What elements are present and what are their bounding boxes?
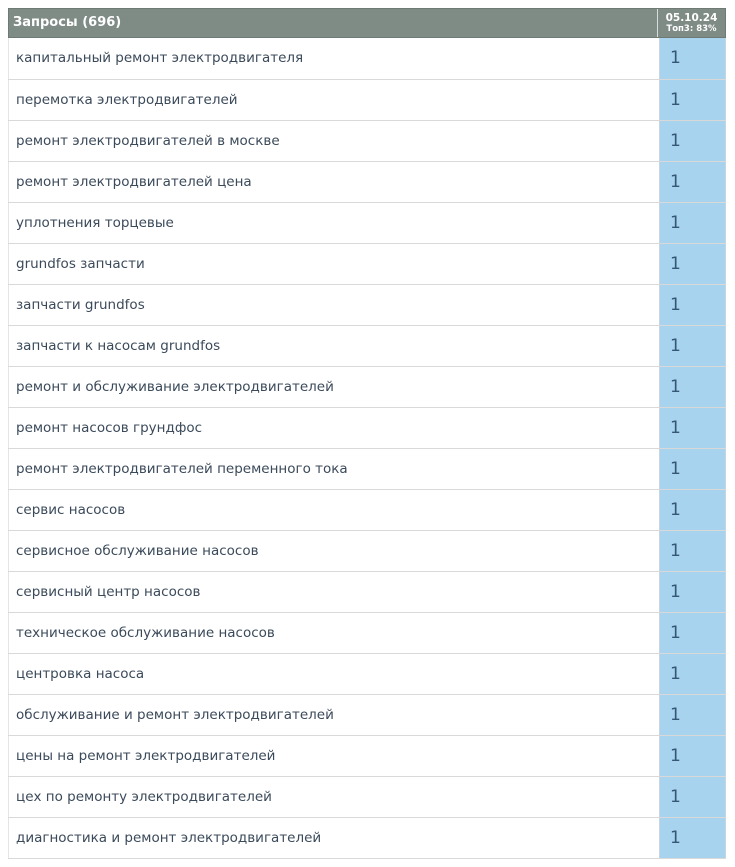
table-row (8, 203, 726, 244)
position-cell: 1 (659, 736, 726, 776)
position-cell: 1 (659, 613, 726, 653)
table-row (8, 285, 726, 326)
query-cell[interactable]: сервисный центр насосов (8, 572, 659, 612)
table-body (8, 38, 726, 859)
table-row (8, 736, 726, 777)
position-cell: 1 (659, 654, 726, 694)
query-cell[interactable]: запчасти grundfos (8, 285, 659, 325)
query-cell[interactable]: техническое обслуживание насосов (8, 613, 659, 653)
table-row (8, 38, 726, 80)
query-cell[interactable]: ремонт электродвигателей переменного тока (8, 449, 659, 489)
query-cell[interactable]: цены на ремонт электродвигателей (8, 736, 659, 776)
query-cell[interactable]: ремонт насосов грундфос (8, 408, 659, 448)
query-cell[interactable]: капитальный ремонт электродвигателя (8, 38, 659, 79)
position-cell: 1 (659, 572, 726, 612)
query-cell[interactable]: ремонт и обслуживание электродвигателей (8, 367, 659, 407)
table-row (8, 326, 726, 367)
table-row (8, 572, 726, 613)
top3-label: Топ3: 83% (666, 23, 717, 34)
position-cell: 1 (659, 490, 726, 530)
table-row (8, 449, 726, 490)
table-row (8, 408, 726, 449)
position-cell: 1 (659, 531, 726, 571)
position-cell: 1 (659, 162, 726, 202)
position-cell: 1 (659, 80, 726, 120)
position-cell: 1 (659, 326, 726, 366)
table-row (8, 367, 726, 408)
table-row (8, 777, 726, 818)
query-cell[interactable]: центровка насоса (8, 654, 659, 694)
query-cell[interactable]: диагностика и ремонт электродвигателей (8, 818, 659, 858)
table-row (8, 121, 726, 162)
position-cell: 1 (659, 818, 726, 858)
table-row (8, 162, 726, 203)
position-cell: 1 (659, 244, 726, 284)
position-cell: 1 (659, 408, 726, 448)
queries-count-header[interactable]: Запросы (696) (13, 15, 122, 30)
table-row (8, 490, 726, 531)
position-cell: 1 (659, 38, 726, 79)
table-row (8, 613, 726, 654)
query-cell[interactable]: уплотнения торцевые (8, 203, 659, 243)
query-cell[interactable]: сервисное обслуживание насосов (8, 531, 659, 571)
position-cell: 1 (659, 203, 726, 243)
table-row (8, 80, 726, 121)
table-row (8, 654, 726, 695)
table-row (8, 818, 726, 859)
position-cell: 1 (659, 367, 726, 407)
query-cell[interactable]: перемотка электродвигателей (8, 80, 659, 120)
table-row (8, 244, 726, 285)
position-cell: 1 (659, 449, 726, 489)
query-cell[interactable]: ремонт электродвигателей в москве (8, 121, 659, 161)
date-label: 05.10.24 (665, 11, 718, 24)
table-row (8, 695, 726, 736)
query-cell[interactable]: grundfos запчасти (8, 244, 659, 284)
table-row (8, 531, 726, 572)
position-cell: 1 (659, 121, 726, 161)
query-cell[interactable]: обслуживание и ремонт электродвигателей (8, 695, 659, 735)
position-cell: 1 (659, 285, 726, 325)
position-cell: 1 (659, 777, 726, 817)
date-column-header[interactable] (657, 9, 725, 37)
query-cell[interactable]: ремонт электродвигателей цена (8, 162, 659, 202)
position-cell: 1 (659, 695, 726, 735)
query-cell[interactable]: цех по ремонту электродвигателей (8, 777, 659, 817)
table-header (8, 8, 726, 38)
query-cell[interactable]: запчасти к насосам grundfos (8, 326, 659, 366)
query-cell[interactable]: сервис насосов (8, 490, 659, 530)
queries-table (8, 8, 726, 859)
